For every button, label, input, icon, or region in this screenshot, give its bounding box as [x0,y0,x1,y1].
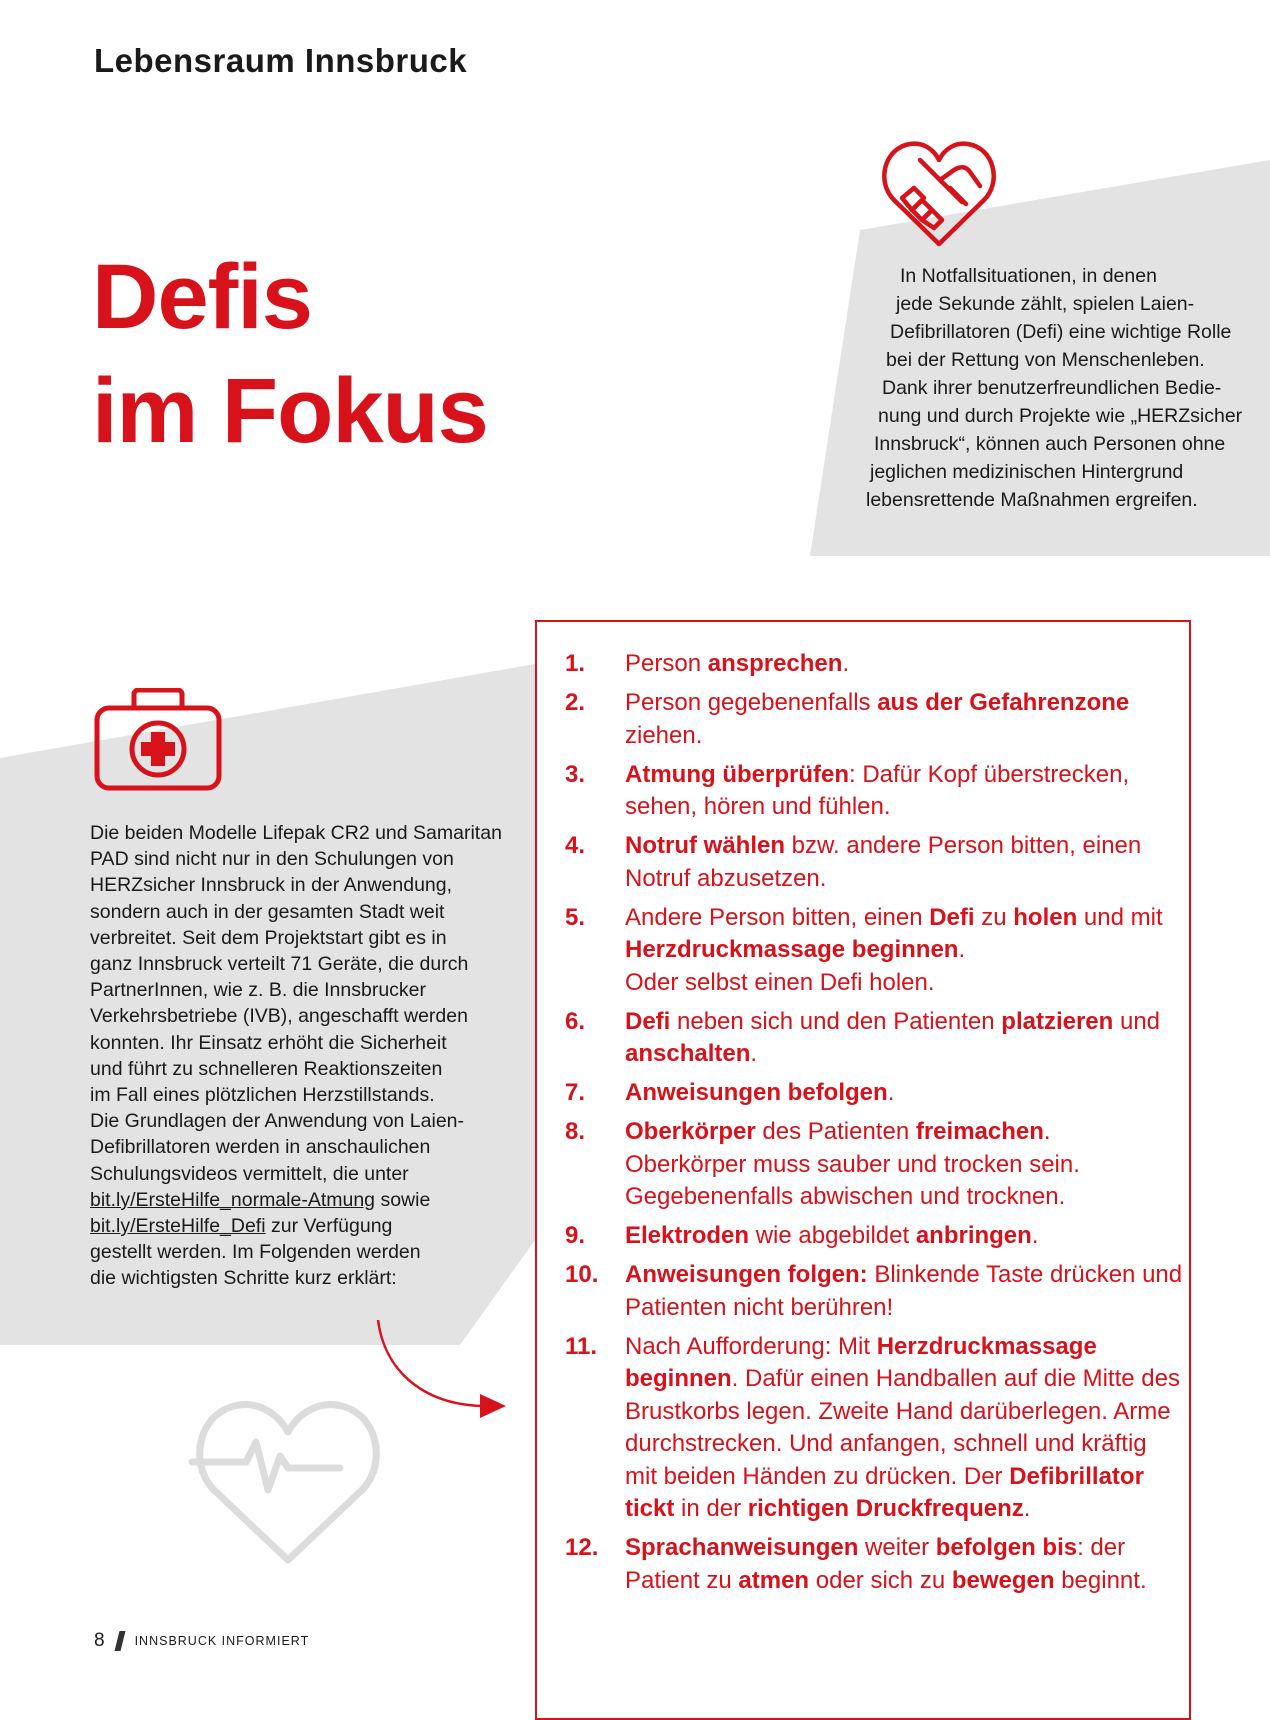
step-number: 10. [565,1261,599,1288]
step-segment: ziehen. [625,721,703,749]
step-text-row [625,1006,1175,1039]
step-emphasis: Herzdruckmassage beginnen [625,936,959,963]
step-number: 11. [565,1332,598,1360]
step-text-row [625,1149,1175,1182]
step-segment: in der [674,1495,748,1522]
step-segment: . [750,1040,758,1067]
step-item [565,830,1175,895]
step-segment: Notruf abzusetzen. [625,864,827,892]
body-line: die wichtigsten Schritte kurz erklärt: [90,1267,397,1290]
step-segment: . [1023,1495,1031,1522]
body-line: HERZsicher Innsbruck in der Anwendung, [90,874,453,897]
step-segment: : der [1077,1534,1126,1561]
step-text [625,1220,1175,1253]
step-emphasis: aus der Gefahrenzone [877,689,1130,716]
step-segment: des Patienten [755,1118,916,1145]
step-text-row [625,1077,1175,1110]
magazine-name: INNSBRUCK INFORMIERT [134,1634,310,1648]
step-segment: Patienten nicht berühren! [625,1293,894,1321]
step-item [565,759,1175,824]
step-item [565,1220,1175,1253]
step-item [565,687,1175,752]
step-emphasis: bewegen [951,1566,1055,1594]
step-text-row [625,1428,1180,1461]
footer [94,1630,309,1652]
step-text-row [625,863,1175,896]
page-number: 8 [94,1630,105,1651]
step-segment: Patient zu [625,1566,739,1594]
step-text-row [625,1259,1182,1292]
step-segment: : Dafür Kopf überstrecken, [848,760,1130,788]
body-line: PartnerInnen, wie z. B. die Innsbrucker [90,979,427,1002]
step-text [625,1116,1175,1214]
step-number: 7. [565,1079,586,1106]
step-emphasis: Herzdruckmassage [876,1332,1097,1360]
step-text-row [625,1363,1180,1396]
step-number: 12. [565,1534,599,1561]
step-text [625,1259,1182,1324]
step-emphasis: Anweisungen befolgen [625,1079,888,1106]
step-text [625,759,1175,824]
step-item [565,902,1175,1000]
step-number: 8. [565,1118,586,1145]
body-line: ganz Innsbruck verteilt 71 Geräte, die durch [90,953,469,976]
body-line: Schulungsvideos vermittelt, die unter [90,1162,409,1185]
step-number: 6. [565,1007,586,1035]
intro-line: lebensrettende Maßnahmen ergreifen. [866,489,1198,511]
steps-list [565,648,1183,1604]
step-item [565,1532,1175,1597]
step-segment: mit beiden Händen zu drücken. Der [625,1462,1010,1490]
step-segment: Person gegebenenfalls [625,689,878,716]
step-text-row [625,830,1175,863]
body-line-link-2 [90,1213,510,1239]
headline-line-1: Defis [92,246,312,348]
step-segment: Andere Person bitten, einen [625,903,930,931]
step-text-row [625,1331,1180,1364]
step-text [625,830,1175,895]
step-text-row [625,759,1175,792]
link-defi[interactable]: bit.ly/ErsteHilfe_Defi [90,1215,266,1238]
step-segment: . [887,1079,895,1106]
headline-line-2: im Fokus [92,360,488,462]
intro-line: jede Sekunde zählt, spielen Laien- [896,293,1195,315]
handshake-heart-icon [880,140,998,248]
step-text [625,1532,1175,1597]
step-segment: Oder selbst einen Defi holen. [625,968,935,996]
link-normale-atmung[interactable]: bit.ly/ErsteHilfe_normale-Atmung [90,1188,376,1211]
link-suffix: sowie [375,1188,431,1211]
step-emphasis: richtigen Druckfrequenz [747,1495,1024,1522]
body-line: und führt zu schnelleren Reaktionszeiten [90,1057,443,1080]
step-segment: Person [625,650,708,677]
step-segment: beginnt. [1054,1566,1147,1594]
step-emphasis: Defi [625,1007,671,1035]
step-text-row [625,902,1175,935]
body-line: Defibrillatoren werden in anschaulichen [90,1136,431,1159]
step-text-row [625,1181,1175,1214]
step-emphasis: Notruf wählen [625,832,785,859]
intro-line: nung und durch Projekte wie „HERZsicher [878,405,1243,427]
step-segment: Blinkende Taste drücken und [867,1261,1183,1288]
step-number: 3. [565,760,586,788]
step-text-row [625,1292,1182,1325]
step-text-row [625,1038,1175,1071]
step-emphasis: Anweisungen folgen: [625,1261,868,1288]
step-segment: . [1031,1222,1039,1249]
step-text [625,902,1175,1000]
step-text-row [625,1565,1175,1598]
step-text-row [625,1461,1180,1494]
step-segment: Oberkörper muss sauber und trocken sein. [625,1150,1080,1178]
body-line: verbreitet. Seit dem Projektstart gibt es in [90,926,447,949]
step-segment: wie abgebildet [749,1222,916,1249]
step-text [625,1077,1175,1110]
step-text [625,1006,1175,1071]
heartbeat-icon [188,1398,388,1568]
medical-kit-icon [94,688,222,792]
step-text-row [625,648,1175,681]
body-text [90,820,510,1292]
intro-line: Innsbruck“, können auch Personen ohne [874,433,1226,455]
step-text-row [625,1220,1175,1253]
body-line: PAD sind nicht nur in den Schulungen von [90,848,454,871]
step-segment: zu [974,903,1014,931]
headline [92,240,488,468]
step-segment: . Dafür einen Handballen auf die Mitte des [731,1365,1180,1392]
step-item [565,1077,1175,1110]
step-number: 2. [565,689,586,716]
step-number: 9. [565,1222,586,1249]
step-emphasis: ansprechen [707,650,843,677]
body-line-link-1 [90,1187,510,1213]
step-segment: oder sich zu [809,1566,952,1594]
step-number: 4. [565,832,586,859]
step-emphasis: Defibrillator [1009,1462,1144,1490]
step-emphasis: platzieren [1001,1007,1114,1035]
step-item [565,648,1175,681]
step-emphasis: anschalten [625,1040,751,1067]
body-line: sondern auch in der gesamten Stadt weit [90,900,445,923]
step-text-row [625,934,1175,967]
step-text [625,687,1175,752]
step-item [565,1006,1175,1071]
step-emphasis: Defi [929,903,975,931]
step-segment: und mit [1077,903,1163,931]
step-emphasis: atmen [738,1566,810,1594]
body-line: Die Grundlagen der Anwendung von Laien- [90,1110,465,1133]
intro-line: bei der Rettung von Menschenleben. [886,349,1205,371]
step-segment: und [1113,1007,1161,1035]
step-emphasis: holen [1013,903,1078,931]
step-segment: Gegebenenfalls abwischen und trocknen. [625,1183,1066,1210]
step-segment: weiter [858,1534,936,1561]
step-emphasis: Oberkörper [625,1118,756,1145]
step-segment: Brustkorbs legen. Zweite Hand darüberlegen. Arme [625,1397,1171,1425]
intro-line: Defibrillatoren (Defi) eine wichtige Rolle [890,321,1232,343]
body-line: Verkehrsbetriebe (IVB), angeschafft werden [90,1005,468,1028]
step-emphasis: Sprachanweisungen [625,1534,859,1561]
step-emphasis: tickt [625,1495,675,1522]
section-title: Lebensraum Innsbruck [94,42,468,79]
body-line: im Fall eines plötzlichen Herzstillstands. [90,1084,435,1107]
step-segment: . [958,936,966,963]
step-text-row [625,1532,1175,1565]
step-text-row [625,687,1175,720]
slash-divider [114,1631,125,1651]
step-item [565,1259,1183,1324]
intro-line: Dank ihrer benutzerfreundlichen Bedie- [882,377,1222,399]
step-segment: . [1043,1118,1051,1145]
step-item [565,1331,1180,1526]
step-item [565,1116,1175,1214]
step-emphasis: anbringen [915,1222,1032,1249]
step-text-row [625,1493,1180,1526]
step-segment: sehen, hören und fühlen. [625,793,891,820]
step-text-row [625,720,1175,753]
body-line: gestellt werden. Im Folgenden werden [90,1241,421,1264]
intro-line: jeglichen medizinischen Hintergrund [870,461,1184,483]
step-emphasis: befolgen bis [935,1534,1078,1561]
body-line: Die beiden Modelle Lifepak CR2 und Samaritan [90,822,502,844]
step-segment: durchstrecken. Und anfangen, schnell und kräftig [625,1430,1147,1457]
step-text [625,648,1175,681]
step-number: 1. [565,650,586,677]
step-emphasis: Atmung überprüfen [625,760,849,788]
step-emphasis: freimachen [915,1118,1044,1145]
step-text [625,1331,1180,1526]
arrow-icon [370,1318,510,1428]
step-number: 5. [565,903,586,931]
step-segment: neben sich und den Patienten [670,1007,1002,1035]
step-text-row [625,1396,1180,1429]
step-text-row [625,967,1175,1000]
step-text-row [625,1116,1175,1149]
step-emphasis: beginnen [625,1365,732,1392]
body-line: konnten. Ihr Einsatz erhöht die Sicherheit [90,1031,447,1054]
step-segment: bzw. andere Person bitten, einen [785,832,1142,859]
step-emphasis: Elektroden [625,1222,750,1249]
step-segment: Nach Aufforderung: Mit [625,1332,877,1360]
step-text-row [625,791,1175,824]
intro-line: In Notfallsituationen, in denen [900,265,1157,287]
step-segment: . [842,650,850,677]
link-suffix: zur Verfügung [265,1215,393,1238]
